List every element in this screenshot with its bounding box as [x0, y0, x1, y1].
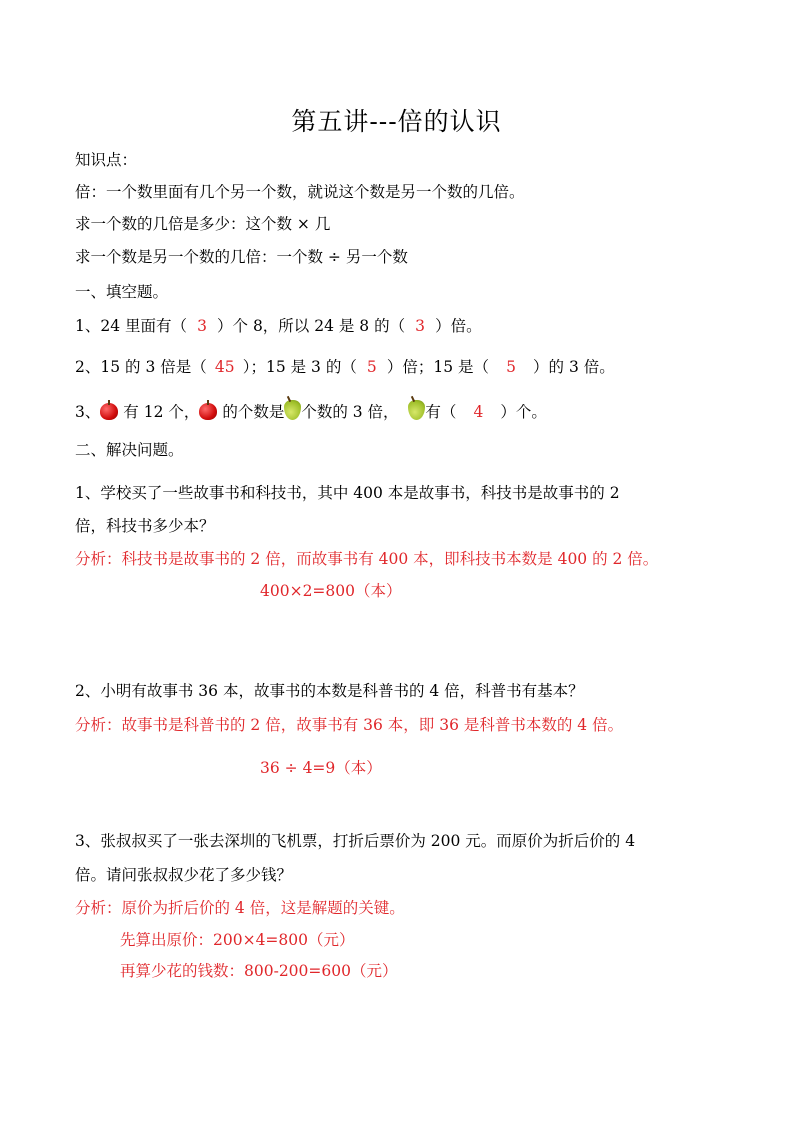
problem-1-analysis: 分析：科技书是故事书的 2 倍，而故事书有 400 本，即科技书本数是 400 的 2 倍。	[75, 550, 659, 568]
q2-text-a: 2、15 的 3 倍是（	[75, 358, 207, 376]
fill-question-1	[75, 316, 482, 336]
problem-1-question-line1: 1、学校买了一些故事书和科技书，其中 400 本是故事书，科技书是故事书的 2	[75, 484, 620, 502]
section-problems-heading: 二、解决问题。	[75, 441, 184, 459]
q2-answer-1: 45	[214, 358, 235, 376]
apple-icon	[100, 403, 118, 420]
problem-2-question: 2、小明有故事书 36 本，故事书的本数是科普书的 4 倍，科普书有基本？	[75, 682, 584, 700]
knowledge-line-definition: 倍：一个数里面有几个另一个数，就说这个数是另一个数的几倍。	[75, 183, 525, 201]
q1-text-c: ）倍。	[435, 317, 482, 335]
knowledge-line-divide: 求一个数是另一个数的几倍：一个数 ÷ 另一个数	[75, 248, 408, 266]
knowledge-line-multiply: 求一个数的几倍是多少：这个数 × 几	[75, 215, 331, 233]
problem-3-step1: 先算出原价：200×4=800（元）	[120, 931, 355, 949]
knowledge-heading: 知识点：	[75, 151, 138, 169]
fill-question-3	[75, 400, 547, 422]
apple-icon	[199, 403, 217, 420]
problem-2-solution: 36 ÷ 4=9（本）	[260, 759, 382, 777]
q3-text-f: ）个。	[500, 403, 547, 421]
q3-text-b: 有 12 个，	[118, 403, 200, 421]
q3-text-e: 有（	[425, 403, 457, 421]
q1-answer-1: 3	[197, 317, 207, 335]
problem-3-step2: 再算少花的钱数：800-200=600（元）	[120, 962, 398, 980]
q3-text-c: 的个数是	[217, 403, 285, 421]
problem-2-analysis: 分析：故事书是科普书的 2 倍，故事书有 36 本，即 36 是科普书本数的 4 倍。	[75, 716, 624, 734]
fill-question-2	[75, 357, 615, 377]
pear-icon	[284, 400, 301, 420]
problem-3-question-line2: 倍。请问张叔叔少花了多少钱？	[75, 866, 293, 884]
q3-text-d: 个数的 3 倍，	[301, 403, 399, 421]
q1-answer-2: 3	[415, 317, 426, 335]
pear-icon	[408, 400, 425, 420]
problem-3-analysis: 分析：原价为折后价的 4 倍，这是解题的关键。	[75, 899, 405, 917]
q2-answer-3: 5	[506, 358, 516, 376]
page-title: 第五讲---倍的认识	[291, 107, 502, 136]
problem-3-question-line1: 3、张叔叔买了一张去深圳的飞机票，打折后票价为 200 元。而原价为折后价的 4	[75, 832, 636, 850]
q2-answer-2: 5	[366, 358, 377, 376]
q1-text-b: ）个 8，所以 24 是 8 的（	[217, 317, 406, 335]
q2-text-b: ）；15 是 3 的（	[242, 358, 357, 376]
q1-text-a: 1、24 里面有（	[75, 317, 188, 335]
problem-1-question-line2: 倍，科技书多少本？	[75, 517, 215, 535]
q3-answer: 4	[473, 403, 484, 421]
q3-text-a: 3、	[75, 403, 101, 421]
section-fill-blank-heading: 一、填空题。	[75, 283, 169, 301]
problem-1-solution: 400×2=800（本）	[260, 582, 402, 600]
q2-text-c: ）倍；15 是（	[386, 358, 490, 376]
q2-text-d: ）的 3 倍。	[533, 358, 615, 376]
